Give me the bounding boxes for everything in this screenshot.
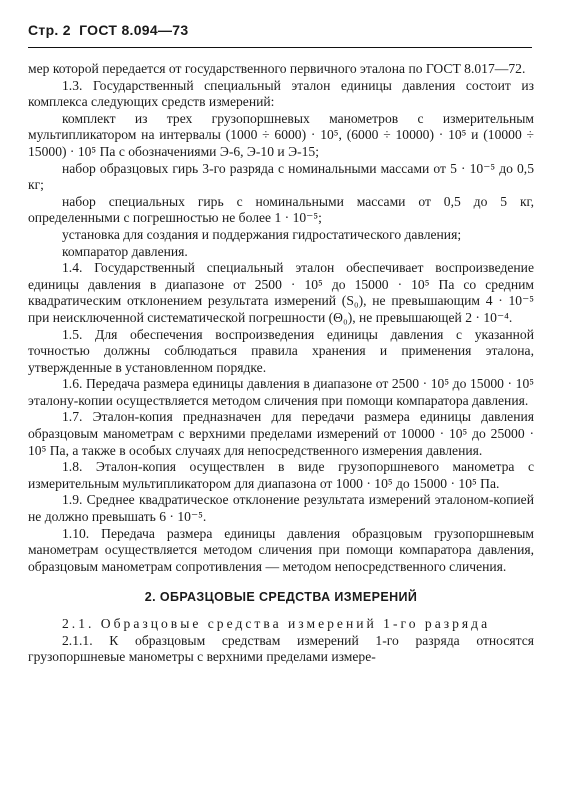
standard-number: ГОСТ 8.094—73 [79, 22, 189, 38]
paragraph-1-10: 1.10. Передача размера единицы давления образцовым грузопоршневым манометрам осуществляется методом сличения при помощи компаратора давления, образцовым манометрам сопротивления — методом непосредственного сличения. [28, 525, 534, 574]
page-header [28, 22, 188, 38]
list-item-comparator: компаратор давления. [62, 243, 188, 259]
paragraph-1-3: 1.3. Государственный специальный эталон единицы давления состоит из комплекса следующих средств измерений: [28, 77, 534, 110]
paragraph-1-4: 1.4. Государственный специальный эталон обеспечивает воспроизведение единицы давления в диапазоне от 2500 · 10⁵ до 15000 · 10⁵ Па со средним квадратическим отклонением результата измерений (S₀), не превышающим 4 · 10⁻⁵ при неисключенной систематической погрешности (Θ₀), не превышающей 2 · 10⁻⁴. [28, 260, 534, 325]
paragraph-2-1-1: 2.1.1. К образцовым средствам измерений 1-го разряда относятся грузопоршневые манометры с верхними пределами измере- [28, 632, 534, 665]
paragraph-1-7: 1.7. Эталон-копия предназначен для передачи размера единицы давления образцовым манометрам с верхними пределами измерений от 10000 · 10⁵ до 25000 · 10⁵ Па, а также в особых случаях для непосредственного измерения давления. [28, 409, 534, 458]
list-item-hydrostatic-unit: установка для создания и поддержания гидростатического давления; [62, 226, 462, 242]
section-heading: 2. ОБРАЗЦОВЫЕ СРЕДСТВА ИЗМЕРЕНИЙ [144, 590, 418, 605]
paragraph-1-8: 1.8. Эталон-копия осуществлен в виде грузопоршневого манометра с измерительным мультипликатором для диапазона от 1000 · 10⁵ до 15000 · 10⁵ Па. [28, 459, 534, 491]
list-item-special-weights: набор специальных гирь с номинальными массами от 0,5 до 5 кг, определенными с погрешностью не более 1 · 10⁻⁵; [28, 193, 534, 226]
paragraph-1-9: 1.9. Среднее квадратическое отклонение результата измерений эталоном-копией не должно превышать 6 · 10⁻⁵. [28, 492, 534, 525]
list-item-manometers: комплект из трех грузопоршневых манометров с измерительным мультипликатором на интервалы (1000 ÷ 6000) · 10⁵, (6000 ÷ 10000) · 10⁵ и (10000 ÷ 15000) · 10⁵ Па с обозначениями Э-6, Э-10 и Э-15; [28, 110, 534, 159]
list-item-weights-3rd-grade: набор образцовых гирь 3-го разряда с номинальными массами от 5 · 10⁻⁵ до 0,5 кг; [28, 160, 534, 193]
paragraph-continuation: мер которой передается от государственного первичного эталона по ГОСТ 8.017—72. [28, 61, 526, 76]
document-body [28, 61, 534, 666]
paragraph-1-5: 1.5. Для обеспечения воспроизведения единицы давления с указанной точностью должны соблюдаться правила хранения и применения эталона, утвержденные в установленном порядке. [28, 326, 534, 375]
subsection-heading: 2.1. Образцовые средства измерений 1-го разряда [62, 616, 491, 631]
page-number: Стр. 2 [28, 22, 71, 38]
paragraph-1-6: 1.6. Передача размера единицы давления в диапазоне от 2500 · 10⁵ до 15000 · 10⁵ эталону-копии осуществляется методом сличения при помощи компаратора давления. [28, 376, 534, 408]
header-rule [28, 47, 532, 48]
